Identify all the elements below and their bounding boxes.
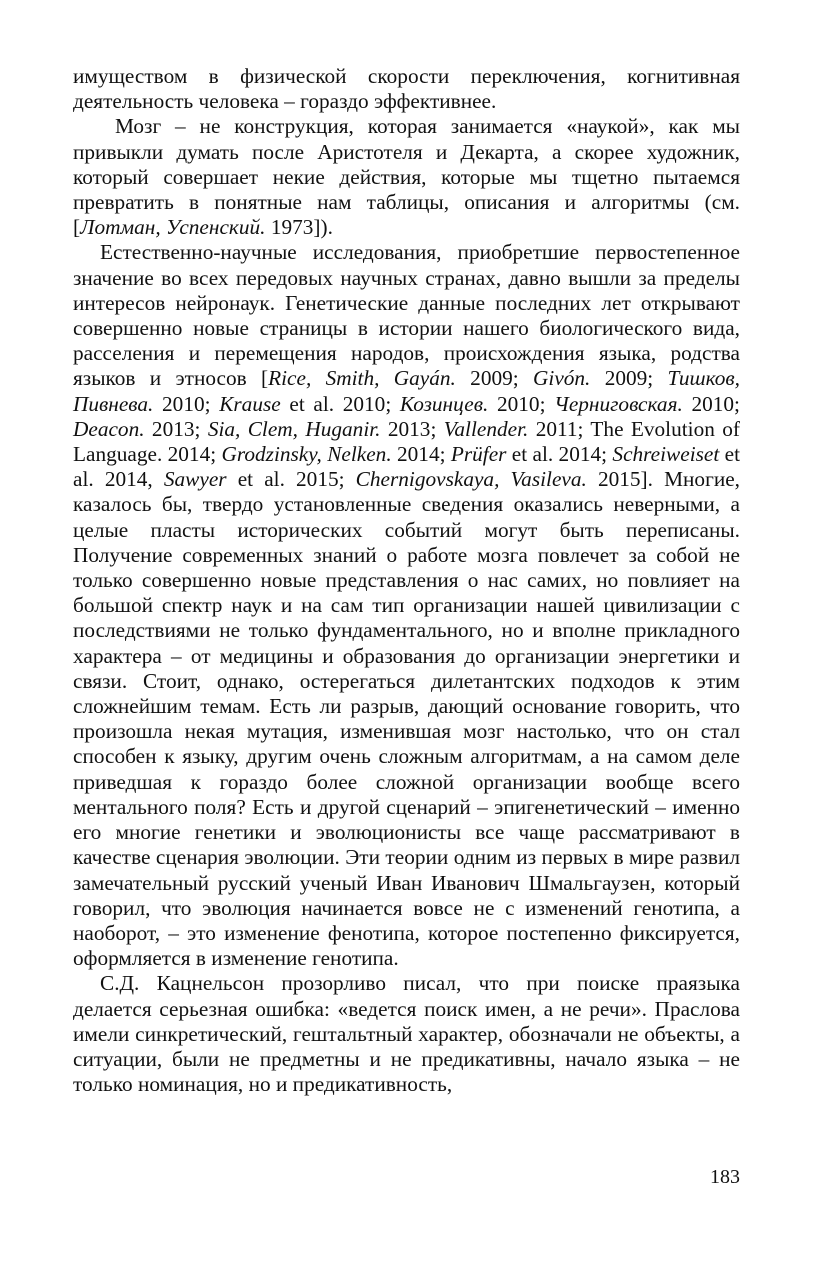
text-run: 2015]. Многие, казалось бы, твердо установленные сведения оказались неверными, а целые пласты исторических событий могут быть переписаны. Получение современных знаний о работе мозга повлечет за собой не только совершенно новые представления о нас самих, но повлияет на большой спектр наук и на сам тип организации нашей цивилизации с последствиями не только фундаментального, но и вполне прикладного характера – от медицины и образования до организации энергетики и связи. Стоит, однако, остерегаться дилетантских подходов к этим сложнейшим темам. Есть ли разрыв, дающий основание говорить, что произошла некая мутация, изменившая мозг настолько, что он стал способен к языку, другим очень сложным алгоритмам, а на самом деле приведшая к гораздо более сложной организации вообще всего ментального поля? Есть и другой сценарий – эпигенетический – именно его многие генетики и эволюционисты все чаще рассматривают в качестве сценария эволюции. Эти теории одним из первых в мире развил замечательный русский ученый Иван Иванович Шмальгаузен, который говорил, что эволюция начинается вовсе не с изменений генотипа, а наоборот, – это изменение фенотипа, которое постепенно фиксируется, оформляется в изменение генотипа. bbox=[73, 467, 740, 971]
citation-author: Deacon. bbox=[73, 416, 145, 441]
paragraph-3 bbox=[73, 240, 740, 971]
paragraph-1 bbox=[73, 64, 740, 114]
citation-author: Тишков, Пивнева. bbox=[73, 366, 740, 416]
citation-author: Лотман, Успенский. bbox=[80, 215, 266, 240]
paragraph-2 bbox=[73, 114, 740, 240]
text-run: Мозг – не конструкция, которая занимается «наукой», как мы привыкли думать после Аристотеля и Декарта, а скорее художник, который совершает некие действия, которые мы тщетно пытаемся превратить в понятные нам таблицы, описания и алгоритмы (см. [ bbox=[73, 114, 740, 240]
text-run: 2013; bbox=[380, 416, 444, 441]
text-run: 1973]). bbox=[265, 215, 333, 240]
text-run: et al. 2010; bbox=[280, 391, 400, 416]
citation-author: Sawyer bbox=[163, 467, 227, 492]
citation-author: Sia, Clem, Huganir. bbox=[207, 416, 381, 441]
citation-author: Schreiweiset bbox=[612, 442, 720, 467]
citation-author: Givón. bbox=[533, 366, 591, 391]
text-run: et al. 2014, bbox=[73, 442, 740, 492]
citation-author: Prüfer bbox=[450, 442, 507, 467]
text-run: et al. 2015; bbox=[226, 467, 356, 492]
text-run: 2010; bbox=[153, 391, 220, 416]
citation-author: Черниговская. bbox=[554, 391, 683, 416]
page-number: 183 bbox=[710, 1166, 740, 1188]
text-run: 2014; bbox=[391, 442, 451, 467]
text-run: 2010; bbox=[488, 391, 555, 416]
citation-author: Rice, Smith, Gayán. bbox=[268, 366, 456, 391]
text-run: 2011; The Evolution of Language. 2014; bbox=[73, 416, 740, 467]
citation-author: Krause bbox=[219, 391, 281, 416]
paragraph-4 bbox=[73, 971, 740, 1097]
citation-author: Chernigovskaya, Vasileva. bbox=[355, 467, 587, 492]
text-run: 2010; bbox=[682, 391, 740, 416]
text-run: имуществом в физической скорости переключения, когнитивная деятельность человека – гораздо эффективнее. bbox=[73, 64, 740, 114]
text-run: et al. 2014; bbox=[506, 442, 613, 467]
text-run: Естественно-научные исследования, приобретшие первостепенное значение во всех передовых научных странах, давно вышли за пределы интересов нейронаук. Генетические данные последних лет открывают совершенно новые страницы в истории нашего биологического вида, расселения и перемещения народов, происхождения языка, родства языков и этносов [ bbox=[73, 240, 740, 391]
citation-author: Козинцев. bbox=[399, 391, 489, 416]
text-run: 2013; bbox=[144, 416, 208, 441]
page-body bbox=[73, 64, 740, 1097]
text-run: С.Д. Кацнельсон прозорливо писал, что при поиске праязыка делается серьезная ошибка: «ведется поиск имен, а не речи». Праслова имели синкретический, гештальтный характер, обозначали не объекты, а ситуации, были не предметны и не предикативны, начало языка – не только номинация, но и предикативность, bbox=[73, 971, 740, 1097]
text-run: 2009; bbox=[455, 366, 534, 391]
citation-author: Grodzinsky, Nelken. bbox=[221, 442, 392, 467]
citation-author: Vallender. bbox=[443, 416, 529, 441]
text-run: 2009; bbox=[590, 366, 668, 391]
